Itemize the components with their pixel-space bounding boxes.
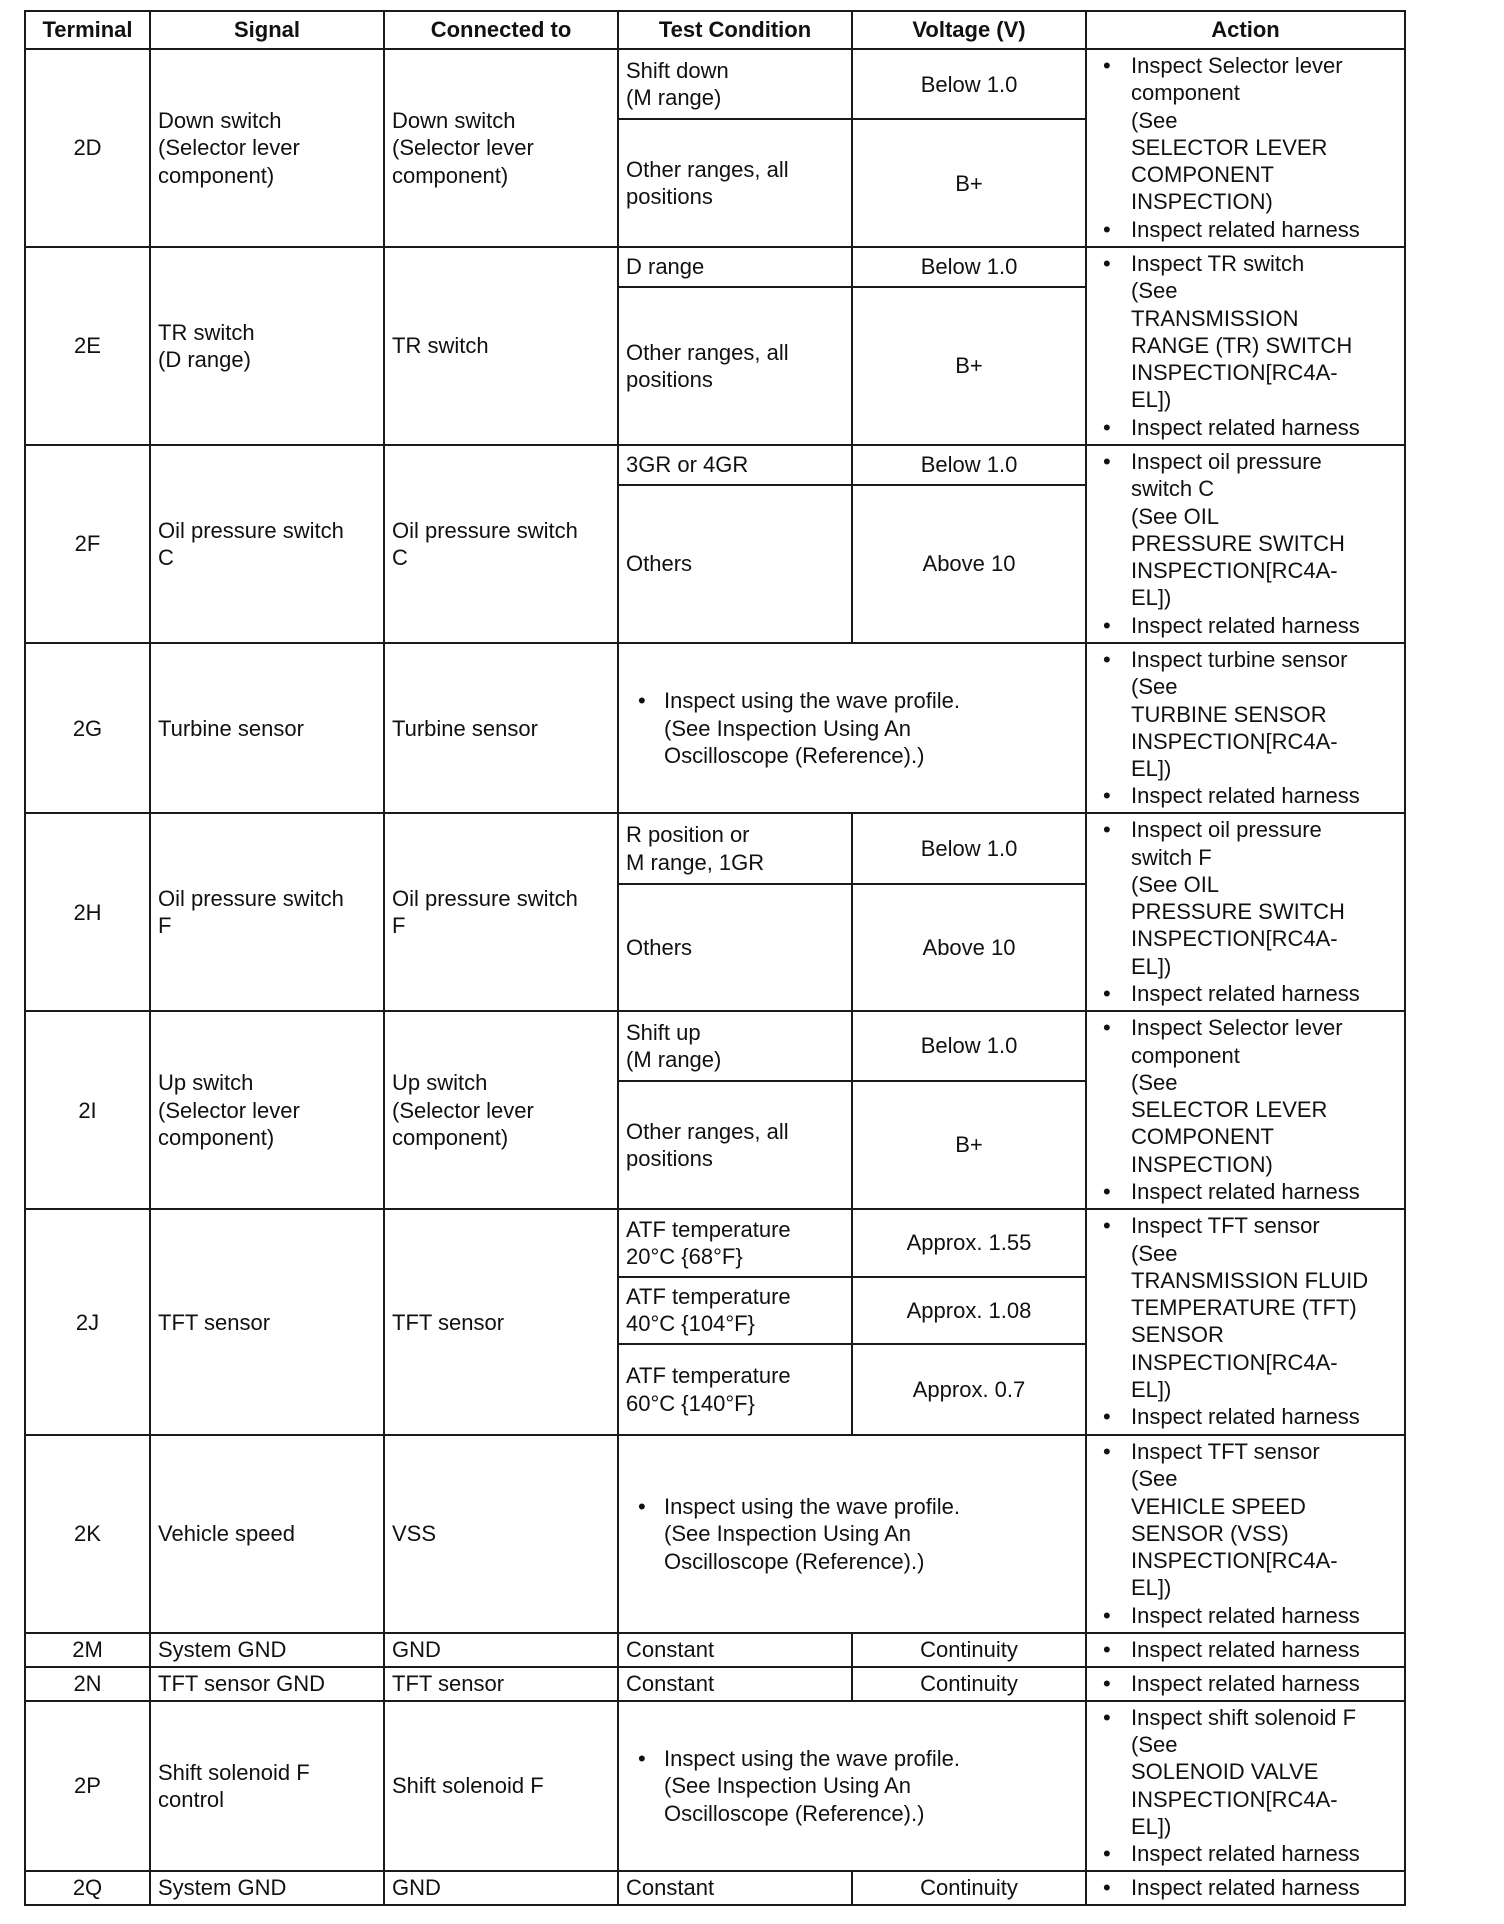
table-row xyxy=(25,1871,1405,1905)
signal-cell-text: TR switch (D range) xyxy=(158,319,255,373)
action-cell xyxy=(1086,643,1405,813)
connected-to-cell-text: GND xyxy=(392,1637,441,1663)
connected-to-cell-text: Turbine sensor xyxy=(392,715,538,741)
terminal-cell-text: 2E xyxy=(74,333,101,359)
voltage-cell xyxy=(852,884,1086,1012)
test-condition-cell-text: Shift up (M range) xyxy=(626,1019,722,1073)
test-condition-cell xyxy=(618,1209,852,1276)
signal-cell-text: Oil pressure switch F xyxy=(158,886,344,939)
signal-cell xyxy=(150,1701,384,1871)
voltage-cell-text: Approx. 1.08 xyxy=(906,1297,1032,1323)
test-condition-cell-text: Other ranges, all positions xyxy=(626,156,789,210)
action-list xyxy=(1091,1014,1400,1205)
connected-to-cell xyxy=(384,813,618,1011)
action-item: • Inspect related harness xyxy=(1091,414,1400,441)
test-condition-cell xyxy=(618,119,852,247)
connected-to-cell xyxy=(384,49,618,247)
connected-to-cell-text: Down switch (Selector lever component) xyxy=(392,108,534,188)
header-connected-to: Connected to xyxy=(384,11,618,49)
voltage-cell xyxy=(852,1277,1086,1344)
wave-profile-cell xyxy=(618,1701,1086,1871)
table-row xyxy=(25,1209,1405,1276)
action-item: • Inspect related harness xyxy=(1091,1670,1400,1697)
test-condition-cell xyxy=(618,287,852,445)
signal-cell-text: Shift solenoid F control xyxy=(158,1759,310,1812)
connected-to-cell xyxy=(384,1633,618,1667)
connected-to-cell-text: GND xyxy=(392,1875,441,1901)
test-condition-cell-text: Others xyxy=(626,934,693,960)
test-condition-cell-text: ATF temperature 20°C {68°F} xyxy=(626,1216,791,1270)
voltage-cell xyxy=(852,813,1086,883)
voltage-cell-text: Below 1.0 xyxy=(920,1033,1018,1059)
action-item: • Inspect related harness xyxy=(1091,612,1400,639)
connected-to-cell-text: TR switch xyxy=(392,333,489,359)
terminal-cell-text: 2M xyxy=(72,1637,103,1663)
voltage-cell xyxy=(852,1871,1086,1905)
action-cell xyxy=(1086,247,1405,445)
test-condition-cell xyxy=(618,49,852,119)
connected-to-cell-text: Up switch (Selector lever component) xyxy=(392,1070,534,1151)
signal-cell-text: Turbine sensor xyxy=(158,715,304,741)
signal-cell xyxy=(150,643,384,813)
voltage-cell-text: B+ xyxy=(955,353,983,379)
action-cell xyxy=(1086,1701,1405,1871)
action-list xyxy=(1091,1704,1400,1868)
test-condition-cell-text: Constant xyxy=(626,1875,715,1901)
action-item: • Inspect related harness xyxy=(1091,980,1400,1007)
table-row xyxy=(25,1011,1405,1080)
voltage-cell xyxy=(852,119,1086,247)
voltage-cell-text: B+ xyxy=(955,170,983,196)
voltage-cell-text: Above 10 xyxy=(922,934,1016,960)
action-item: • Inspect related harness xyxy=(1091,1602,1400,1629)
test-condition-cell xyxy=(618,485,852,643)
action-cell xyxy=(1086,1011,1405,1209)
terminal-cell xyxy=(25,1435,150,1633)
action-list xyxy=(1091,448,1400,639)
voltage-cell xyxy=(852,1667,1086,1701)
terminal-cell xyxy=(25,49,150,247)
header-signal: Signal xyxy=(150,11,384,49)
action-list xyxy=(1091,1636,1400,1663)
action-item: • Inspect related harness xyxy=(1091,1636,1400,1663)
connected-to-cell xyxy=(384,445,618,643)
voltage-cell-text: Continuity xyxy=(920,1875,1018,1901)
action-cell xyxy=(1086,1633,1405,1667)
terminal-cell xyxy=(25,1633,150,1667)
action-list xyxy=(1091,250,1400,441)
signal-cell xyxy=(150,445,384,643)
connected-to-cell-text: TFT sensor xyxy=(392,1309,505,1335)
connected-to-cell-text: Oil pressure switch C xyxy=(392,517,578,571)
connected-to-cell-text: Oil pressure switch F xyxy=(392,886,578,939)
connected-to-cell xyxy=(384,1209,618,1435)
test-condition-cell xyxy=(618,247,852,287)
voltage-cell-text: Approx. 1.55 xyxy=(906,1230,1032,1256)
terminal-cell-text: 2Q xyxy=(72,1875,103,1901)
voltage-cell xyxy=(852,1011,1086,1080)
terminal-cell xyxy=(25,643,150,813)
signal-cell xyxy=(150,247,384,445)
wave-profile-note: • Inspect using the wave profile. (See Inspection Using An Oscilloscope (Reference).) xyxy=(626,1493,1078,1575)
action-item: • Inspect oil pressure switch C (See OIL PRESSURE SWITCH INSPECTION[RC4A- EL]) xyxy=(1091,448,1400,612)
signal-cell-text: TFT sensor xyxy=(158,1309,271,1335)
terminal-cell-text: 2P xyxy=(74,1773,101,1799)
test-condition-cell xyxy=(618,813,852,883)
terminal-cell-text: 2J xyxy=(75,1309,100,1335)
action-item: • Inspect Selector lever component (See SELECTOR LEVER COMPONENT INSPECTION) xyxy=(1091,52,1400,216)
action-list xyxy=(1091,52,1400,243)
header-terminal: Terminal xyxy=(25,11,150,49)
terminal-cell-text: 2F xyxy=(74,531,101,557)
terminal-cell-text: 2I xyxy=(78,1097,97,1123)
header-test-condition: Test Condition xyxy=(618,11,852,49)
table-row xyxy=(25,1701,1405,1871)
action-item: • Inspect turbine sensor (See TURBINE SENSOR INSPECTION[RC4A- EL]) xyxy=(1091,646,1400,782)
test-condition-cell-text: ATF temperature 40°C {104°F} xyxy=(626,1284,791,1337)
action-cell xyxy=(1086,445,1405,643)
terminal-cell xyxy=(25,445,150,643)
action-item: • Inspect related harness xyxy=(1091,1840,1400,1867)
action-list xyxy=(1091,1874,1400,1901)
table-row xyxy=(25,813,1405,883)
test-condition-cell-text: Constant xyxy=(626,1671,715,1697)
test-condition-cell xyxy=(618,1344,852,1435)
header-row xyxy=(25,11,1405,49)
test-condition-cell xyxy=(618,1667,852,1701)
action-item: • Inspect shift solenoid F (See SOLENOID VALVE INSPECTION[RC4A- EL]) xyxy=(1091,1704,1400,1840)
action-list xyxy=(1091,816,1400,1007)
voltage-cell-text: Below 1.0 xyxy=(920,452,1018,478)
signal-cell-text: Down switch (Selector lever component) xyxy=(158,108,300,188)
connected-to-cell xyxy=(384,1011,618,1209)
voltage-cell-text: Continuity xyxy=(920,1637,1018,1663)
test-condition-cell-text: D range xyxy=(626,254,705,280)
test-condition-cell-text: ATF temperature 60°C {140°F} xyxy=(626,1363,791,1416)
signal-cell-text: System GND xyxy=(158,1637,287,1663)
signal-cell xyxy=(150,813,384,1011)
wave-profile-note: • Inspect using the wave profile. (See Inspection Using An Oscilloscope (Reference).) xyxy=(626,1745,1078,1827)
action-item: • Inspect related harness xyxy=(1091,782,1400,809)
signal-cell xyxy=(150,49,384,247)
connected-to-cell xyxy=(384,1667,618,1701)
signal-cell-text: TFT sensor GND xyxy=(158,1671,326,1697)
terminal-cell-text: 2K xyxy=(74,1521,101,1547)
action-cell xyxy=(1086,1209,1405,1435)
table-row xyxy=(25,1667,1405,1701)
voltage-cell-text: B+ xyxy=(955,1132,983,1158)
voltage-cell-text: Continuity xyxy=(920,1671,1018,1697)
connected-to-cell xyxy=(384,1701,618,1871)
wave-profile-cell xyxy=(618,1435,1086,1633)
test-condition-cell-text: 3GR or 4GR xyxy=(626,452,749,478)
connected-to-cell xyxy=(384,643,618,813)
terminal-cell xyxy=(25,1209,150,1435)
test-condition-cell-text: Shift down (M range) xyxy=(626,57,729,111)
signal-cell xyxy=(150,1209,384,1435)
table-row xyxy=(25,49,1405,119)
terminal-cell xyxy=(25,1667,150,1701)
action-cell xyxy=(1086,1435,1405,1633)
terminal-cell xyxy=(25,1011,150,1209)
voltage-cell xyxy=(852,1209,1086,1276)
voltage-cell xyxy=(852,1344,1086,1435)
test-condition-cell xyxy=(618,445,852,485)
connected-to-cell-text: VSS xyxy=(392,1521,437,1547)
signal-cell xyxy=(150,1435,384,1633)
test-condition-cell-text: Other ranges, all positions xyxy=(626,339,789,392)
signal-cell xyxy=(150,1667,384,1701)
test-condition-cell xyxy=(618,1633,852,1667)
action-item: • Inspect TFT sensor (See TRANSMISSION FLUID TEMPERATURE (TFT) SENSOR INSPECTION[RC4A- EL]) xyxy=(1091,1212,1400,1403)
table-row xyxy=(25,1633,1405,1667)
signal-cell xyxy=(150,1871,384,1905)
header-action: Action xyxy=(1086,11,1405,49)
action-cell xyxy=(1086,49,1405,247)
action-item: • Inspect TFT sensor (See VEHICLE SPEED SENSOR (VSS) INSPECTION[RC4A- EL]) xyxy=(1091,1438,1400,1602)
voltage-cell xyxy=(852,49,1086,119)
terminal-cell-text: 2H xyxy=(73,899,102,925)
connected-to-cell xyxy=(384,1435,618,1633)
voltage-cell-text: Below 1.0 xyxy=(920,254,1018,280)
wave-profile-list xyxy=(626,1493,1078,1575)
action-list xyxy=(1091,646,1400,810)
header-voltage: Voltage (V) xyxy=(852,11,1086,49)
voltage-cell xyxy=(852,247,1086,287)
table-body xyxy=(25,49,1405,1905)
wave-profile-cell xyxy=(618,643,1086,813)
test-condition-cell xyxy=(618,1011,852,1080)
connected-to-cell xyxy=(384,1871,618,1905)
signal-cell-text: System GND xyxy=(158,1875,287,1901)
action-item: • Inspect oil pressure switch F (See OIL PRESSURE SWITCH INSPECTION[RC4A- EL]) xyxy=(1091,816,1400,980)
voltage-cell-text: Approx. 0.7 xyxy=(912,1376,1026,1402)
action-list xyxy=(1091,1212,1400,1430)
action-item: • Inspect related harness xyxy=(1091,1178,1400,1205)
terminal-inspection-table xyxy=(24,10,1406,1906)
terminal-cell xyxy=(25,813,150,1011)
action-item: • Inspect TR switch (See TRANSMISSION RANGE (TR) SWITCH INSPECTION[RC4A- EL]) xyxy=(1091,250,1400,414)
test-condition-cell xyxy=(618,884,852,1012)
terminal-cell-text: 2G xyxy=(72,715,103,741)
connected-to-cell-text: TFT sensor xyxy=(392,1671,505,1697)
connected-to-cell-text: Shift solenoid F xyxy=(392,1773,544,1799)
signal-cell-text: Vehicle speed xyxy=(158,1521,295,1547)
test-condition-cell-text: R position or M range, 1GR xyxy=(626,822,765,875)
action-item: • Inspect related harness xyxy=(1091,216,1400,243)
voltage-cell xyxy=(852,485,1086,643)
signal-cell-text: Oil pressure switch C xyxy=(158,517,344,571)
voltage-cell xyxy=(852,1081,1086,1210)
wave-profile-list xyxy=(626,687,1078,769)
action-item: • Inspect Selector lever component (See SELECTOR LEVER COMPONENT INSPECTION) xyxy=(1091,1014,1400,1178)
voltage-cell xyxy=(852,1633,1086,1667)
action-item: • Inspect related harness xyxy=(1091,1403,1400,1430)
action-list xyxy=(1091,1670,1400,1697)
action-cell xyxy=(1086,813,1405,1011)
signal-cell-text: Up switch (Selector lever component) xyxy=(158,1070,300,1151)
action-cell xyxy=(1086,1871,1405,1905)
terminal-cell xyxy=(25,1701,150,1871)
signal-cell xyxy=(150,1011,384,1209)
table-row xyxy=(25,247,1405,287)
voltage-cell-text: Above 10 xyxy=(922,551,1016,577)
terminal-cell-text: 2D xyxy=(73,135,102,161)
table-row xyxy=(25,643,1405,813)
test-condition-cell-text: Others xyxy=(626,551,693,577)
voltage-cell-text: Below 1.0 xyxy=(920,835,1018,861)
action-item: • Inspect related harness xyxy=(1091,1874,1400,1901)
voltage-cell-text: Below 1.0 xyxy=(920,71,1018,97)
action-list xyxy=(1091,1438,1400,1629)
action-cell xyxy=(1086,1667,1405,1701)
test-condition-cell-text: Constant xyxy=(626,1637,715,1663)
terminal-cell-text: 2N xyxy=(73,1671,102,1697)
table-row xyxy=(25,1435,1405,1633)
test-condition-cell xyxy=(618,1277,852,1344)
voltage-cell xyxy=(852,287,1086,445)
signal-cell xyxy=(150,1633,384,1667)
terminal-cell xyxy=(25,1871,150,1905)
test-condition-cell-text: Other ranges, all positions xyxy=(626,1118,789,1172)
test-condition-cell xyxy=(618,1081,852,1210)
wave-profile-list xyxy=(626,1745,1078,1827)
terminal-cell xyxy=(25,247,150,445)
test-condition-cell xyxy=(618,1871,852,1905)
connected-to-cell xyxy=(384,247,618,445)
voltage-cell xyxy=(852,445,1086,485)
table-row xyxy=(25,445,1405,485)
wave-profile-note: • Inspect using the wave profile. (See Inspection Using An Oscilloscope (Reference).) xyxy=(626,687,1078,769)
